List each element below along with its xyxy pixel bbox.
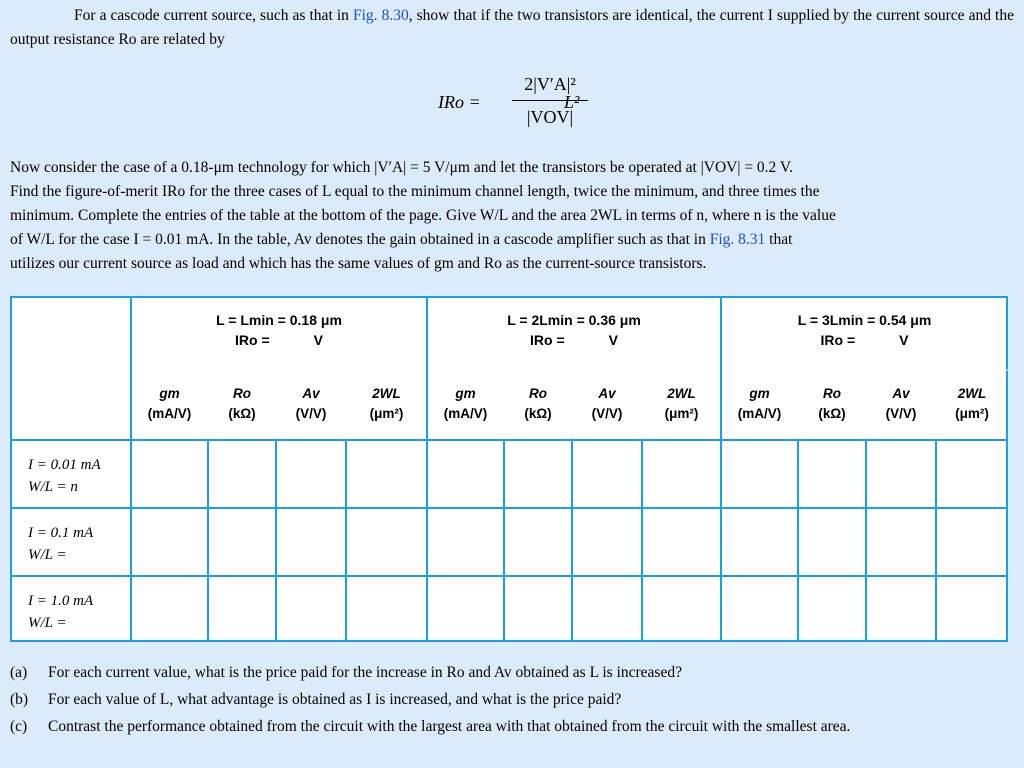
formula: [432, 66, 602, 138]
question-tag: (c): [10, 718, 28, 735]
body-line-1: Now consider the case of a 0.18-μm technology for which |V′A| = 5 V/μm and let the transistors be operated at |VOV| = 0.2 V.: [10, 159, 793, 176]
row-wl: W/L =: [28, 547, 67, 563]
row-label-3: [28, 590, 93, 634]
formula-denominator: |VOV|: [526, 107, 574, 127]
col-2wl: 2WL (μm²): [369, 386, 404, 421]
formula-lhs: IRo =: [438, 92, 481, 112]
col-2wl: 2WL (μm²): [664, 386, 699, 421]
iro-unit: V: [313, 332, 323, 348]
row-current: I = 0.1 mA: [28, 525, 94, 541]
formula-fraction: [506, 70, 594, 131]
row-current: I = 1.0 mA: [28, 593, 94, 609]
fig-8-31-link[interactable]: Fig. 8.31: [709, 231, 766, 248]
group-iro-row: [427, 332, 721, 348]
table-border: [11, 297, 1007, 641]
body-paragraph: [10, 156, 1014, 276]
col-ro: Ro (kΩ): [818, 386, 846, 421]
body-line-2: Find the figure-of-merit IRo for the three cases of L equal to the minimum channel length, twice the minimum, and three times the: [10, 183, 820, 200]
body-line-5: utilizes our current source as load and which has the same values of gm and Ro as the current-source transistors.: [10, 255, 707, 272]
formula-rhs: L²: [564, 92, 580, 112]
question-c: [10, 716, 1014, 760]
question-tag: (b): [10, 691, 29, 708]
group-header-3lmin: [721, 312, 1008, 348]
formula-numerator: 2|V′A|²: [524, 74, 576, 94]
iro-label: IRo =: [235, 332, 270, 348]
question-tag: (a): [10, 664, 28, 681]
question-text: Contrast the performance obtained from the circuit with the largest area with that obtained from the circuit with the smallest area.: [48, 718, 851, 735]
iro-unit: V: [608, 332, 618, 348]
row-wl: W/L =: [28, 615, 67, 631]
body-line-4-text: of W/L for the case I = 0.01 mA. In the table, Av denotes the gain obtained in a cascode amplifier such as that in: [10, 231, 710, 248]
row-label-2: [28, 522, 93, 566]
col-ro: Ro (kΩ): [524, 386, 552, 421]
col-av: Av (V/V): [885, 386, 917, 421]
question-b: [10, 689, 1014, 711]
col-av: Av (V/V): [295, 386, 327, 421]
col-gm: gm (mA/V): [737, 386, 782, 421]
question-text: For each current value, what is the price paid for the increase in Ro and Av obtained as L is increased?: [48, 664, 682, 681]
group-iro-row: [721, 332, 1008, 348]
group-iro-row: [131, 332, 427, 348]
iro-unit: V: [899, 332, 909, 348]
col-gm: gm (mA/V): [443, 386, 488, 421]
col-av: Av (V/V): [591, 386, 623, 421]
question-a: [10, 662, 1014, 684]
group-l-label: L = 3Lmin = 0.54 μm: [797, 312, 932, 328]
col-ro: Ro (kΩ): [228, 386, 256, 421]
iro-label: IRo =: [820, 332, 856, 348]
results-table: [10, 296, 1008, 642]
intro-text-a: For a cascode current source, such as that in: [74, 7, 353, 24]
group-header-lmin: [131, 312, 427, 348]
intro-paragraph: [10, 4, 1014, 52]
iro-label: IRo =: [530, 332, 565, 348]
question-text: For each value of L, what advantage is obtained as I is increased, and what is the price paid?: [48, 691, 622, 708]
row-label-1: [28, 454, 101, 498]
body-line-3: minimum. Complete the entries of the table at the bottom of the page. Give W/L and the area 2WL in terms of n, where n is the value: [10, 207, 836, 224]
fig-8-30-link[interactable]: Fig. 8.30: [352, 7, 409, 24]
body-line-4: [10, 228, 1014, 252]
col-gm: gm (mA/V): [147, 386, 192, 421]
col-2wl: 2WL (μm²): [955, 386, 989, 421]
group-l-label: L = Lmin = 0.18 μm: [216, 312, 342, 328]
row-wl: W/L = n: [28, 479, 78, 495]
intro-text-b: , show that if the two transistors are identical, the current I supplied by the current source and the output resistance Ro are related by: [10, 7, 1014, 48]
group-header-2lmin: [427, 312, 721, 348]
group-l-label: L = 2Lmin = 0.36 μm: [507, 312, 641, 328]
body-line-4-end: that: [765, 231, 793, 248]
row-current: I = 0.01 mA: [28, 457, 101, 473]
